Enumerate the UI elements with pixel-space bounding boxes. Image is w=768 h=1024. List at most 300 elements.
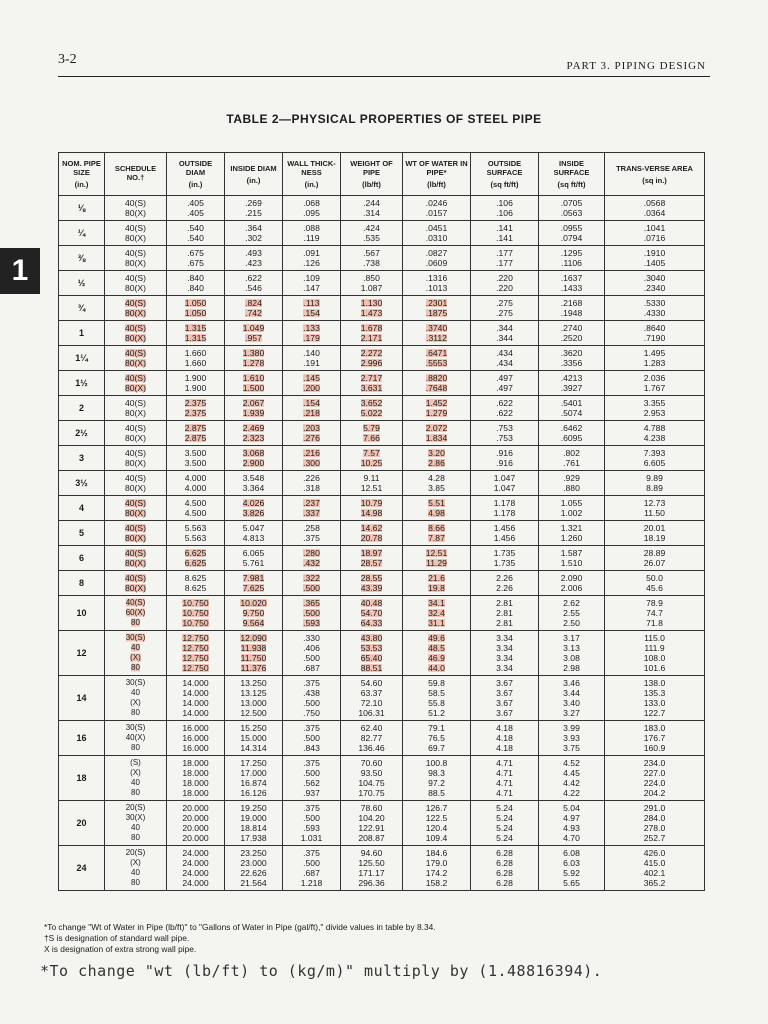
water-weight-value: 3.20 2.86 xyxy=(428,448,445,468)
inside-diameter-cell xyxy=(225,846,283,891)
water-weight-cell xyxy=(403,271,471,296)
wall-thickness-value: .154 .218 xyxy=(303,398,320,418)
outside-diameter-value: 14.000 14.000 14.000 14.000 xyxy=(182,678,209,718)
outside-diameter-cell xyxy=(167,346,225,371)
inside-surface-value: .1637 .1433 xyxy=(560,273,583,293)
schedule-value: 40(S) 80(X) xyxy=(124,523,146,543)
steel-pipe-table xyxy=(58,152,705,891)
table-row xyxy=(59,571,705,596)
footnote-water: *To change "Wt of Water in Pipe (lb/ft)" to "Gallons of Water in Pipe (gal/ft)," divide values in table by 8.34. xyxy=(44,922,436,932)
pipe-weight-value: .567 .738 xyxy=(363,248,380,268)
water-weight-value: 5.51 4.98 xyxy=(428,498,445,518)
wall-thickness-value: .068 .095 xyxy=(303,198,320,218)
schedule-value: 40(S) 80(X) xyxy=(124,198,146,218)
inside-surface-value: 1.587 1.510 xyxy=(560,548,583,568)
column-header-unit: (lb/ft) xyxy=(362,180,381,189)
column-header-unit: (sq ft/ft) xyxy=(557,180,586,189)
water-weight-value: 184.6 179.0 174.2 158.2 xyxy=(425,848,448,888)
inside-diameter-value: 23.250 23.000 22.626 21.564 xyxy=(240,848,267,888)
outside-surface-cell xyxy=(471,596,539,631)
outside-surface-cell xyxy=(471,846,539,891)
nominal-size-value: 20 xyxy=(76,818,87,828)
schedule-value: 40(S) 80(X) xyxy=(124,323,146,343)
pipe-weight-cell xyxy=(341,631,403,676)
water-weight-value: 79.1 76.5 69.7 xyxy=(428,723,445,753)
wall-thickness-cell xyxy=(283,371,341,396)
outside-surface-cell xyxy=(471,246,539,271)
water-weight-value: 49.6 48.5 46.9 44.0 xyxy=(428,633,445,673)
water-weight-cell xyxy=(403,721,471,756)
table-row xyxy=(59,596,705,631)
column-header xyxy=(341,153,403,196)
water-weight-value: .0827 .0609 xyxy=(425,248,448,268)
outside-surface-cell xyxy=(471,196,539,221)
inside-surface-value: 3.46 3.44 3.40 3.27 xyxy=(563,678,580,718)
schedule-value: 40(S) 80(X) xyxy=(124,223,146,243)
inside-diameter-value: 6.065 5.761 xyxy=(242,548,265,568)
outside-diameter-cell xyxy=(167,631,225,676)
water-weight-value: 12.51 11.29 xyxy=(425,548,448,568)
table-title: TABLE 2—PHYSICAL PROPERTIES OF STEEL PIPE xyxy=(226,112,542,126)
wall-thickness-value: .140 .191 xyxy=(303,348,320,368)
wall-thickness-value: .113 .154 xyxy=(303,298,320,318)
inside-surface-cell xyxy=(539,571,605,596)
transverse-area-cell xyxy=(605,371,705,396)
inside-surface-value: 2.62 2.55 2.50 xyxy=(563,598,580,628)
transverse-area-value: 115.0 111.9 108.0 101.6 xyxy=(643,633,666,673)
wall-thickness-cell xyxy=(283,676,341,721)
outside-surface-value: 1.735 1.735 xyxy=(493,548,516,568)
transverse-area-value: 3.355 2.953 xyxy=(643,398,666,418)
nominal-size-cell xyxy=(59,271,105,296)
outside-diameter-value: 8.625 8.625 xyxy=(184,573,207,593)
wall-thickness-cell xyxy=(283,496,341,521)
table-row xyxy=(59,371,705,396)
inside-diameter-cell xyxy=(225,756,283,801)
water-weight-value: 8.66 7.87 xyxy=(428,523,445,543)
inside-surface-cell xyxy=(539,321,605,346)
column-header-label: OUTSIDE SURFACE xyxy=(486,159,523,177)
inside-diameter-value: 19.250 19.000 18.814 17.938 xyxy=(240,803,267,843)
inside-surface-value: .2740 .2520 xyxy=(560,323,583,343)
wall-thickness-value: .375 .500 .843 xyxy=(303,723,320,753)
outside-surface-cell xyxy=(471,346,539,371)
transverse-area-value: 2.036 1.767 xyxy=(643,373,666,393)
transverse-area-value: .1910 .1405 xyxy=(643,248,666,268)
water-weight-value: .8820 .7648 xyxy=(425,373,448,393)
outside-diameter-cell xyxy=(167,756,225,801)
nominal-size-cell xyxy=(59,721,105,756)
table-row xyxy=(59,801,705,846)
nominal-size-cell xyxy=(59,346,105,371)
transverse-area-cell xyxy=(605,396,705,421)
wall-thickness-cell xyxy=(283,631,341,676)
outside-diameter-cell xyxy=(167,321,225,346)
inside-surface-cell xyxy=(539,596,605,631)
pipe-weight-cell xyxy=(341,396,403,421)
inside-diameter-value: 1.610 1.500 xyxy=(242,373,265,393)
pipe-weight-value: 70.60 93.50 104.75 170.75 xyxy=(358,758,385,798)
water-weight-value: .2301 .1875 xyxy=(425,298,448,318)
table-row xyxy=(59,631,705,676)
wall-thickness-cell xyxy=(283,321,341,346)
transverse-area-value: 20.01 18.19 xyxy=(643,523,666,543)
inside-surface-cell xyxy=(539,756,605,801)
transverse-area-value: 138.0 135.3 133.0 122.7 xyxy=(643,678,666,718)
transverse-area-value: 9.89 8.89 xyxy=(646,473,663,493)
transverse-area-value: .0568 .0364 xyxy=(643,198,666,218)
inside-surface-value: .802 .761 xyxy=(563,448,580,468)
outside-surface-cell xyxy=(471,801,539,846)
table-row xyxy=(59,756,705,801)
inside-surface-value: .0705 .0563 xyxy=(560,198,583,218)
column-header-unit: (sq in.) xyxy=(642,175,667,185)
wall-thickness-cell xyxy=(283,396,341,421)
inside-diameter-value: .622 .546 xyxy=(245,273,262,293)
outside-surface-value: 5.24 5.24 5.24 5.24 xyxy=(496,803,513,843)
page-number: 3-2 xyxy=(58,52,77,67)
nominal-size-value: 2 xyxy=(78,403,84,413)
transverse-area-value: 28.89 26.07 xyxy=(643,548,666,568)
inside-surface-value: .929 .880 xyxy=(563,473,580,493)
pipe-weight-cell xyxy=(341,346,403,371)
schedule-value: 40(S) 80(X) xyxy=(124,298,146,318)
water-weight-value: 21.6 19.8 xyxy=(428,573,445,593)
pipe-weight-value: 3.652 5.022 xyxy=(360,398,383,418)
inside-diameter-cell xyxy=(225,521,283,546)
outside-surface-value: 1.456 1.456 xyxy=(493,523,516,543)
water-weight-value: 1.452 1.279 xyxy=(425,398,448,418)
pipe-weight-cell xyxy=(341,221,403,246)
wall-thickness-cell xyxy=(283,571,341,596)
outside-surface-cell xyxy=(471,421,539,446)
outside-surface-value: .220 .220 xyxy=(496,273,513,293)
outside-surface-cell xyxy=(471,321,539,346)
outside-surface-value: .916 .916 xyxy=(496,448,513,468)
outside-diameter-value: 1.660 1.660 xyxy=(184,348,207,368)
wall-thickness-cell xyxy=(283,221,341,246)
schedule-cell xyxy=(105,756,167,801)
nominal-size-value: 1½ xyxy=(75,378,88,388)
outside-surface-cell xyxy=(471,471,539,496)
schedule-value: 40(S) 80(X) xyxy=(124,498,146,518)
water-weight-cell xyxy=(403,571,471,596)
nominal-size-cell xyxy=(59,471,105,496)
pipe-weight-cell xyxy=(341,721,403,756)
inside-diameter-value: .269 .215 xyxy=(245,198,262,218)
table-row xyxy=(59,471,705,496)
schedule-value: (S) (X) 40 80 xyxy=(130,758,141,797)
handwritten-note: *To change "wt (lb/ft) to (kg/m)" multiply by (1.48816394). xyxy=(40,962,603,980)
table-header-row xyxy=(59,153,705,196)
nominal-size-value: 18 xyxy=(76,773,87,783)
pipe-weight-value: 10.79 14.98 xyxy=(360,498,383,518)
outside-diameter-cell xyxy=(167,721,225,756)
pipe-weight-value: 1.678 2.171 xyxy=(360,323,383,343)
inside-diameter-value: 1.049 .957 xyxy=(242,323,265,343)
column-header-label: WEIGHT OF PIPE xyxy=(350,159,393,177)
pipe-weight-cell xyxy=(341,676,403,721)
pipe-weight-cell xyxy=(341,596,403,631)
inside-surface-value: .2168 .1948 xyxy=(560,298,583,318)
transverse-area-cell xyxy=(605,321,705,346)
pipe-weight-value: 2.272 2.996 xyxy=(360,348,383,368)
water-weight-cell xyxy=(403,521,471,546)
inside-diameter-value: .364 .302 xyxy=(245,223,262,243)
schedule-cell xyxy=(105,396,167,421)
wall-thickness-cell xyxy=(283,471,341,496)
inside-diameter-cell xyxy=(225,471,283,496)
column-header xyxy=(605,153,705,196)
column-header-label: SCHEDULE NO.† xyxy=(114,163,157,182)
wall-thickness-cell xyxy=(283,421,341,446)
inside-diameter-cell xyxy=(225,596,283,631)
nominal-size-cell xyxy=(59,801,105,846)
outside-surface-value: .141 .141 xyxy=(496,223,513,243)
column-header xyxy=(539,153,605,196)
transverse-area-cell xyxy=(605,296,705,321)
outside-surface-value: .497 .497 xyxy=(496,373,513,393)
outside-diameter-cell xyxy=(167,246,225,271)
nominal-size-cell xyxy=(59,571,105,596)
outside-diameter-cell xyxy=(167,221,225,246)
outside-surface-cell xyxy=(471,756,539,801)
wall-thickness-cell xyxy=(283,546,341,571)
outside-surface-cell xyxy=(471,271,539,296)
transverse-area-value: 1.495 1.283 xyxy=(643,348,666,368)
wall-thickness-cell xyxy=(283,271,341,296)
inside-diameter-value: 4.026 3.826 xyxy=(242,498,265,518)
inside-surface-cell xyxy=(539,631,605,676)
pipe-weight-value: 62.40 82.77 136.46 xyxy=(358,723,385,753)
table-row xyxy=(59,721,705,756)
pipe-weight-cell xyxy=(341,246,403,271)
inside-surface-cell xyxy=(539,371,605,396)
inside-diameter-value: 12.090 11.938 11.750 11.376 xyxy=(240,633,267,673)
transverse-area-cell xyxy=(605,721,705,756)
column-header-label: TRANS-VERSE AREA xyxy=(616,163,693,173)
wall-thickness-value: .375 .500 .687 1.218 xyxy=(300,848,323,888)
inside-surface-value: 1.321 1.260 xyxy=(560,523,583,543)
outside-diameter-value: 5.563 5.563 xyxy=(184,523,207,543)
table-row xyxy=(59,396,705,421)
inside-surface-cell xyxy=(539,546,605,571)
outside-diameter-value: 4.500 4.500 xyxy=(184,498,207,518)
footnote-standard: †S is designation of standard wall pipe. xyxy=(44,933,190,943)
inside-surface-value: .4213 .3927 xyxy=(560,373,583,393)
schedule-cell xyxy=(105,246,167,271)
outside-diameter-cell xyxy=(167,471,225,496)
inside-surface-value: .5401 .5074 xyxy=(560,398,583,418)
inside-diameter-value: .493 .423 xyxy=(245,248,262,268)
column-header-label: NOM. PIPE SIZE xyxy=(62,159,101,177)
inside-diameter-cell xyxy=(225,631,283,676)
inside-diameter-value: 17.250 17.000 16.874 16.126 xyxy=(240,758,267,798)
wall-thickness-value: .216 .300 xyxy=(303,448,320,468)
outside-surface-cell xyxy=(471,221,539,246)
outside-diameter-value: 10.750 10.750 10.750 xyxy=(182,598,209,628)
outside-diameter-value: 2.375 2.375 xyxy=(184,398,207,418)
outside-surface-value: .344 .344 xyxy=(496,323,513,343)
inside-surface-cell xyxy=(539,196,605,221)
nominal-size-cell xyxy=(59,631,105,676)
inside-surface-cell xyxy=(539,521,605,546)
transverse-area-cell xyxy=(605,246,705,271)
wall-thickness-value: .280 .432 xyxy=(303,548,320,568)
outside-surface-cell xyxy=(471,371,539,396)
nominal-size-value: 2½ xyxy=(75,428,88,438)
nominal-size-cell xyxy=(59,296,105,321)
nominal-size-cell xyxy=(59,421,105,446)
wall-thickness-cell xyxy=(283,801,341,846)
inside-diameter-cell xyxy=(225,346,283,371)
inside-surface-value: 2.090 2.006 xyxy=(560,573,583,593)
transverse-area-value: .8640 .7190 xyxy=(643,323,666,343)
column-header-unit: (sq ft/ft) xyxy=(490,180,519,189)
inside-surface-cell xyxy=(539,396,605,421)
nominal-size-value: 6 xyxy=(78,553,84,563)
wall-thickness-cell xyxy=(283,246,341,271)
outside-surface-value: .106 .106 xyxy=(496,198,513,218)
wall-thickness-value: .109 .147 xyxy=(303,273,320,293)
wall-thickness-value: .226 .318 xyxy=(303,473,320,493)
inside-diameter-value: 2.469 2.323 xyxy=(242,423,265,443)
inside-surface-cell xyxy=(539,446,605,471)
inside-surface-cell xyxy=(539,296,605,321)
nominal-size-value: 3 xyxy=(78,453,84,463)
schedule-cell xyxy=(105,271,167,296)
outside-surface-value: 4.71 4.71 4.71 4.71 xyxy=(496,758,513,798)
transverse-area-cell xyxy=(605,596,705,631)
column-header-unit: (in.) xyxy=(246,175,261,185)
inside-surface-value: 4.52 4.45 4.42 4.22 xyxy=(563,758,580,798)
water-weight-value: 4.28 3.85 xyxy=(428,473,445,493)
inside-diameter-cell xyxy=(225,801,283,846)
outside-diameter-cell xyxy=(167,676,225,721)
wall-thickness-value: .375 .500 .562 .937 xyxy=(303,758,320,798)
inside-diameter-cell xyxy=(225,676,283,721)
outside-diameter-cell xyxy=(167,496,225,521)
column-header-label: OUTSIDE DIAM xyxy=(178,159,213,177)
inside-diameter-cell xyxy=(225,496,283,521)
schedule-cell xyxy=(105,346,167,371)
inside-surface-cell xyxy=(539,676,605,721)
pipe-weight-cell xyxy=(341,571,403,596)
schedule-value: 30(S) 40 (X) 80 xyxy=(125,678,146,717)
pipe-weight-cell xyxy=(341,496,403,521)
wall-thickness-value: .375 .500 .593 1.031 xyxy=(300,803,323,843)
nominal-size-value: 1¼ xyxy=(75,353,88,363)
outside-surface-value: 6.28 6.28 6.28 6.28 xyxy=(496,848,513,888)
wall-thickness-value: .145 .200 xyxy=(303,373,320,393)
schedule-value: 40(S) 80(X) xyxy=(124,348,146,368)
table-row xyxy=(59,446,705,471)
transverse-area-value: .3040 .2340 xyxy=(643,273,666,293)
pipe-weight-value: .244 .314 xyxy=(363,198,380,218)
inside-surface-cell xyxy=(539,846,605,891)
inside-diameter-cell xyxy=(225,246,283,271)
inside-diameter-value: 1.380 1.278 xyxy=(242,348,265,368)
schedule-value: 40(S) 80(X) xyxy=(124,398,146,418)
water-weight-cell xyxy=(403,676,471,721)
table-row xyxy=(59,846,705,891)
transverse-area-cell xyxy=(605,196,705,221)
inside-surface-value: .3620 .3356 xyxy=(560,348,583,368)
water-weight-value: 59.8 58.5 55.8 51.2 xyxy=(428,678,445,718)
table-row xyxy=(59,246,705,271)
wall-thickness-cell xyxy=(283,446,341,471)
wall-thickness-cell xyxy=(283,846,341,891)
outside-surface-value: 3.67 3.67 3.67 3.67 xyxy=(496,678,513,718)
column-header-label: INSIDE SURFACE xyxy=(553,159,590,177)
water-weight-cell xyxy=(403,756,471,801)
water-weight-value: .0246 .0157 xyxy=(425,198,448,218)
schedule-cell xyxy=(105,721,167,756)
inside-diameter-value: .824 .742 xyxy=(245,298,262,318)
inside-surface-value: 1.055 1.002 xyxy=(560,498,583,518)
inside-diameter-cell xyxy=(225,446,283,471)
column-header-label: WT OF WATER IN PIPE* xyxy=(405,159,468,177)
transverse-area-cell xyxy=(605,471,705,496)
nominal-size-value: ⅛ xyxy=(77,203,86,213)
transverse-area-value: 50.0 45.6 xyxy=(646,573,663,593)
column-header-unit: (in.) xyxy=(188,180,203,189)
outside-surface-value: 1.178 1.178 xyxy=(493,498,516,518)
inside-diameter-cell xyxy=(225,546,283,571)
inside-surface-cell xyxy=(539,221,605,246)
outside-diameter-value: 18.000 18.000 18.000 18.000 xyxy=(182,758,209,798)
outside-diameter-cell xyxy=(167,521,225,546)
nominal-size-value: 12 xyxy=(76,648,87,658)
column-header xyxy=(403,153,471,196)
outside-surface-cell xyxy=(471,546,539,571)
table-row xyxy=(59,271,705,296)
column-header xyxy=(283,153,341,196)
column-header xyxy=(105,153,167,196)
outside-diameter-value: 24.000 24.000 24.000 24.000 xyxy=(182,848,209,888)
outside-surface-value: 3.34 3.34 3.34 3.34 xyxy=(496,633,513,673)
nominal-size-cell xyxy=(59,521,105,546)
outside-diameter-cell xyxy=(167,421,225,446)
water-weight-cell xyxy=(403,321,471,346)
schedule-value: 40(S) 80(X) xyxy=(124,423,146,443)
inside-surface-cell xyxy=(539,471,605,496)
pipe-weight-value: 43.80 53.53 65.40 88.51 xyxy=(360,633,383,673)
pipe-weight-cell xyxy=(341,196,403,221)
schedule-value: 20(S) 30(X) 40 80 xyxy=(125,803,146,842)
nominal-size-value: ¾ xyxy=(77,303,86,313)
inside-surface-value: .0955 .0794 xyxy=(560,223,583,243)
nominal-size-value: 14 xyxy=(76,693,87,703)
column-header-label: INSIDE DIAM xyxy=(230,163,277,173)
wall-thickness-cell xyxy=(283,346,341,371)
transverse-area-cell xyxy=(605,521,705,546)
nominal-size-cell xyxy=(59,676,105,721)
wall-thickness-value: .237 .337 xyxy=(303,498,320,518)
schedule-cell xyxy=(105,846,167,891)
nominal-size-cell xyxy=(59,196,105,221)
outside-surface-value: 4.18 4.18 4.18 xyxy=(496,723,513,753)
water-weight-value: .3740 .3112 xyxy=(425,323,448,343)
schedule-value: 40(S) 80(X) xyxy=(124,548,146,568)
water-weight-value: 34.1 32.4 31.1 xyxy=(428,598,445,628)
transverse-area-cell xyxy=(605,676,705,721)
inside-diameter-value: 10.020 9.750 9.564 xyxy=(240,598,267,628)
pipe-weight-value: 2.717 3.631 xyxy=(360,373,383,393)
nominal-size-cell xyxy=(59,846,105,891)
nominal-size-cell xyxy=(59,246,105,271)
column-header-unit: (lb/ft) xyxy=(427,180,446,189)
